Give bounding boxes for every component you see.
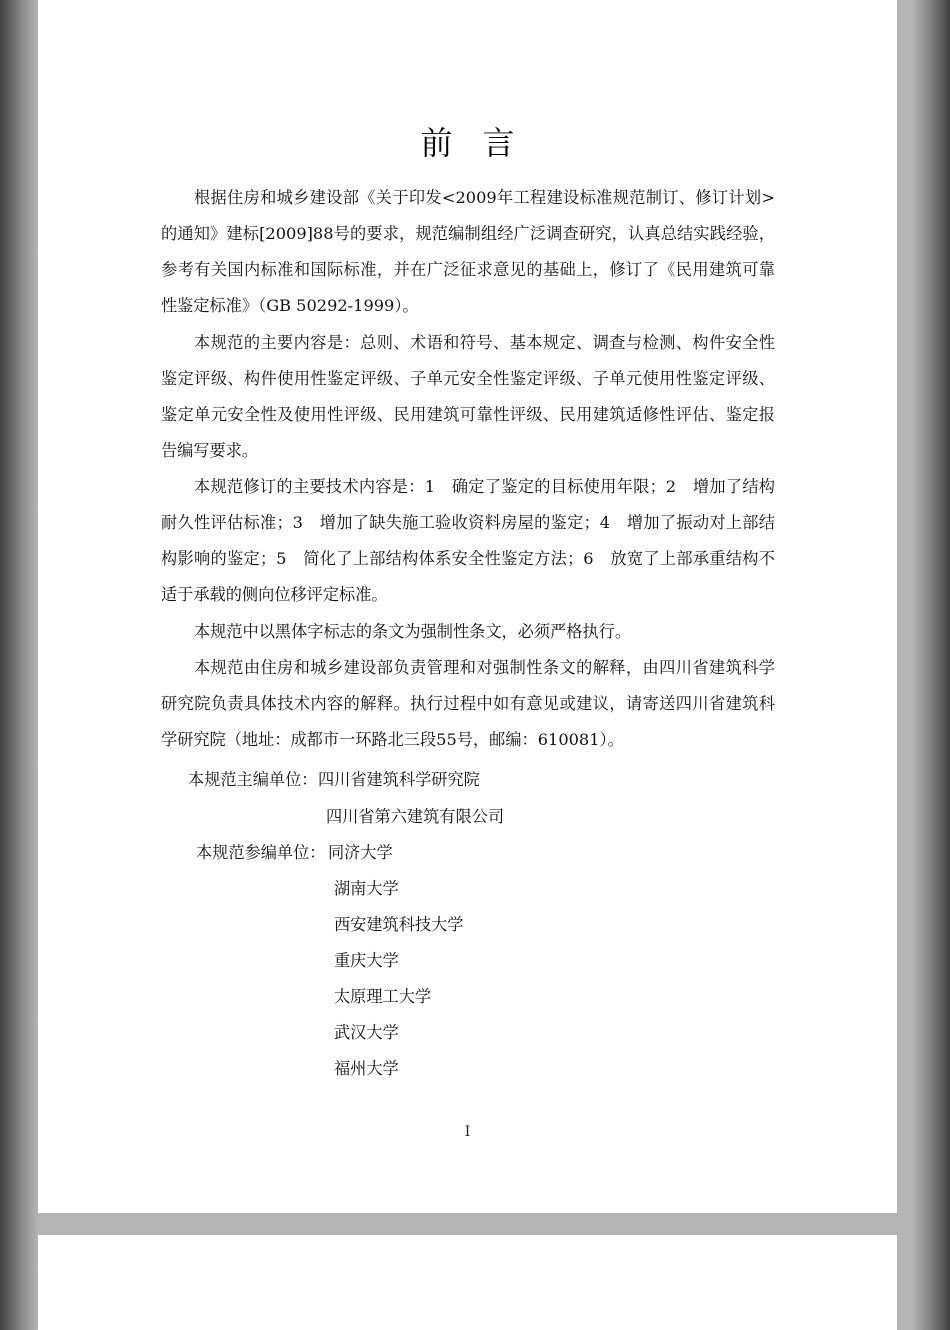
paragraph-4: 本规范中以黑体字标志的条文为强制性条文，必须严格执行。 <box>194 622 632 641</box>
participant-unit: 西安建筑科技大学 <box>334 915 464 934</box>
participant-unit: 湖南大学 <box>334 879 399 898</box>
participant-unit: 同济大学 <box>328 843 393 862</box>
participant-unit: 重庆大学 <box>334 951 399 970</box>
paragraph-2: 本规范的主要内容是：总则、术语和符号、基本规定、调查与检测、构件安全性鉴定评级、构件使用性鉴定评级、子单元安全性鉴定评级、子单元使用性鉴定评级、鉴定单元安全性及使用性评级、民用建筑可靠性评级、民用建筑适修性评估、鉴定报告编写要求。 <box>161 333 775 460</box>
participant-unit: 武汉大学 <box>334 1023 399 1042</box>
next-page <box>38 1235 897 1330</box>
page-number: I <box>464 1124 471 1140</box>
chief-editor-label: 本规范主编单位： <box>188 770 318 789</box>
page-title: 前言 <box>420 124 545 162</box>
chief-editor-unit: 四川省第六建筑有限公司 <box>326 807 505 826</box>
paragraph-1: 根据住房和城乡建设部《关于印发<2009年工程建设标准规范制订、修订计划>的通知》建标[2009]88号的要求，规范编制组经广泛调查研究，认真总结实践经验，参考有关国内标准和国际标准，并在广泛征求意见的基础上，修订了《民用建筑可靠性鉴定标准》（GB 50292-1999）。 <box>161 188 775 315</box>
participant-unit: 福州大学 <box>334 1059 399 1078</box>
participants-label: 本规范参编单位： <box>196 843 326 862</box>
participant-unit: 太原理工大学 <box>334 987 432 1006</box>
document-page <box>38 0 897 1213</box>
paragraph-5: 本规范由住房和城乡建设部负责管理和对强制性条文的解释，由四川省建筑科学研究院负责具体技术内容的解释。执行过程中如有意见或建议，请寄送四川省建筑科学研究院（地址：成都市一环路北三段55号，邮编：610081）。 <box>161 658 775 749</box>
chief-editor-unit: 四川省建筑科学研究院 <box>318 770 480 789</box>
paragraph-3: 本规范修订的主要技术内容是：1 确定了鉴定的目标使用年限；2 增加了结构耐久性评估标准；3 增加了缺失施工验收资料房屋的鉴定；4 增加了振动对上部结构影响的鉴定；5 简化了上部结构体系安全性鉴定方法；6 放宽了上部承重结构不适于承载的侧向位移评定标准。 <box>161 477 775 604</box>
